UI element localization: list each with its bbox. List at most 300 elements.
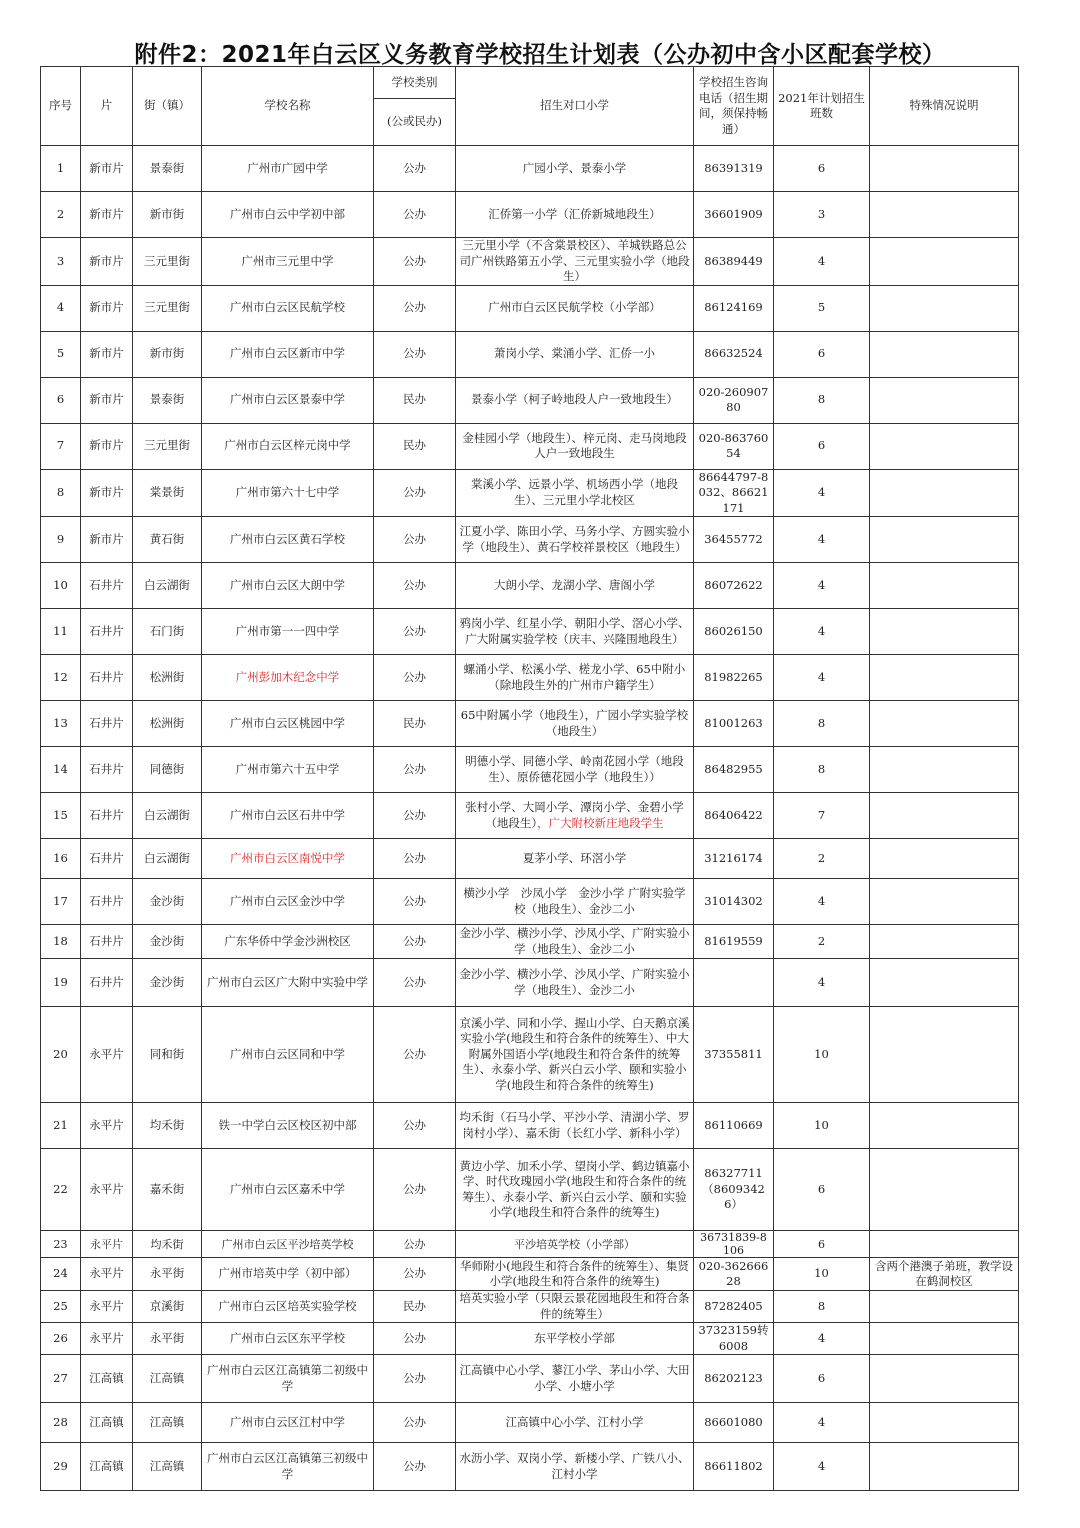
cell-note	[870, 1103, 1019, 1149]
cell-note	[870, 1355, 1019, 1403]
header-note: 特殊情况说明	[870, 67, 1019, 146]
cell-type: 公办	[374, 331, 456, 377]
cell-name: 广州市三元里中学	[202, 238, 374, 286]
header-school-name: 学校名称	[202, 67, 374, 146]
cell-seq: 6	[41, 377, 81, 423]
cell-primary	[456, 331, 694, 377]
primary-schools-text: 横沙小学 沙凤小学 金沙小学 广附实验学校（地段生）、金沙二小	[463, 886, 686, 916]
cell-jie: 金沙街	[133, 925, 202, 959]
cell-name: 广州市白云区金沙中学	[202, 879, 374, 925]
cell-pian: 永平片	[81, 1149, 133, 1231]
cell-pian: 新市片	[81, 423, 133, 469]
cell-note	[870, 423, 1019, 469]
cell-classes: 10	[774, 1007, 870, 1103]
cell-classes: 8	[774, 377, 870, 423]
cell-name: 广州市白云区桃园中学	[202, 701, 374, 747]
cell-note	[870, 793, 1019, 839]
cell-classes: 4	[774, 238, 870, 286]
cell-seq: 1	[41, 146, 81, 192]
table-row	[41, 1103, 1019, 1149]
cell-pian: 江高镇	[81, 1403, 133, 1443]
cell-seq: 9	[41, 517, 81, 563]
cell-primary	[456, 959, 694, 1007]
table-row	[41, 1403, 1019, 1443]
cell-phone: 81001263	[694, 701, 774, 747]
cell-type: 公办	[374, 469, 456, 517]
cell-jie: 新市街	[133, 192, 202, 238]
primary-schools-text: 黄边小学、加禾小学、望岗小学、鹤边镇嘉小学、时代玫瑰园小学(地段生和符合条件的统筹生）、永泰小学、新兴白云小学、颐和实验小学(地段生和符合条件的统筹生)	[459, 1158, 690, 1219]
cell-phone: 36601909	[694, 192, 774, 238]
cell-phone: 37323159转6008	[694, 1323, 774, 1355]
cell-jie: 白云湖街	[133, 563, 202, 609]
cell-classes: 4	[774, 609, 870, 655]
cell-type: 民办	[374, 701, 456, 747]
cell-primary	[456, 238, 694, 286]
cell-classes: 4	[774, 1403, 870, 1443]
cell-phone: 86110669	[694, 1103, 774, 1149]
cell-note	[870, 1007, 1019, 1103]
cell-name: 广州市白云区民航学校	[202, 285, 374, 331]
cell-note	[870, 701, 1019, 747]
cell-pian: 新市片	[81, 331, 133, 377]
cell-seq: 24	[41, 1258, 81, 1291]
cell-seq: 14	[41, 747, 81, 793]
cell-type: 公办	[374, 1103, 456, 1149]
primary-schools-text: 江夏小学、陈田小学、马务小学、方圆实验小学（地段生）、黄石学校祥景校区（地段生）	[459, 524, 690, 554]
cell-name: 广州市白云区江高镇第三初级中学	[202, 1443, 374, 1491]
cell-pian: 新市片	[81, 517, 133, 563]
primary-schools-text: 金沙小学、横沙小学、沙凤小学、广附实验小学（地段生）、金沙二小	[459, 967, 690, 997]
cell-type: 公办	[374, 655, 456, 701]
cell-seq: 23	[41, 1231, 81, 1258]
header-school-type-sub: (公或民办)	[374, 99, 456, 146]
cell-classes: 4	[774, 1323, 870, 1355]
cell-jie: 白云湖街	[133, 839, 202, 879]
cell-note	[870, 655, 1019, 701]
primary-schools-text: 东平学校小学部	[534, 1330, 615, 1345]
primary-schools-text: 鸦岗小学、红星小学、朝阳小学、滘心小学、广大附属实验学校（庆丰、兴隆围地段生）	[459, 616, 690, 646]
cell-jie: 金沙街	[133, 879, 202, 925]
table-body	[41, 146, 1019, 1491]
header-jie: 街（镇）	[133, 67, 202, 146]
cell-phone: 36455772	[694, 517, 774, 563]
cell-jie: 江高镇	[133, 1403, 202, 1443]
cell-type: 民办	[374, 1291, 456, 1323]
primary-schools-text: 广园小学、景泰小学	[522, 160, 627, 175]
cell-type: 民办	[374, 423, 456, 469]
cell-pian: 永平片	[81, 1231, 133, 1258]
table-row	[41, 1443, 1019, 1491]
cell-pian: 新市片	[81, 285, 133, 331]
cell-primary	[456, 701, 694, 747]
cell-jie: 三元里街	[133, 285, 202, 331]
table-row	[41, 377, 1019, 423]
cell-name: 广州市白云区培英实验学校	[202, 1291, 374, 1323]
cell-note	[870, 192, 1019, 238]
cell-jie: 金沙街	[133, 959, 202, 1007]
cell-primary	[456, 146, 694, 192]
cell-primary	[456, 192, 694, 238]
cell-seq: 4	[41, 285, 81, 331]
cell-name: 铁一中学白云区校区初中部	[202, 1103, 374, 1149]
cell-note	[870, 146, 1019, 192]
cell-primary	[456, 1291, 694, 1323]
cell-seq: 27	[41, 1355, 81, 1403]
cell-seq: 5	[41, 331, 81, 377]
cell-pian: 江高镇	[81, 1443, 133, 1491]
cell-name: 广州市白云区大朗中学	[202, 563, 374, 609]
table-row	[41, 655, 1019, 701]
cell-primary	[456, 1443, 694, 1491]
cell-classes: 4	[774, 563, 870, 609]
cell-name: 广州市白云区新市中学	[202, 331, 374, 377]
cell-classes: 8	[774, 701, 870, 747]
cell-classes: 7	[774, 793, 870, 839]
cell-phone	[694, 959, 774, 1007]
cell-seq: 28	[41, 1403, 81, 1443]
table-row	[41, 1323, 1019, 1355]
cell-pian: 石井片	[81, 609, 133, 655]
cell-jie: 均禾街	[133, 1103, 202, 1149]
table-row	[41, 1231, 1019, 1258]
cell-note	[870, 1231, 1019, 1258]
cell-name: 广州市白云区梓元岗中学	[202, 423, 374, 469]
primary-schools-text: 均禾街（石马小学、平沙小学、清湖小学、罗岗村小学）、嘉禾街（长红小学、新科小学）	[459, 1110, 690, 1140]
cell-primary	[456, 747, 694, 793]
cell-seq: 19	[41, 959, 81, 1007]
cell-jie: 景泰街	[133, 377, 202, 423]
cell-pian: 新市片	[81, 469, 133, 517]
table-row	[41, 146, 1019, 192]
cell-phone: 86611802	[694, 1443, 774, 1491]
cell-type: 公办	[374, 146, 456, 192]
cell-pian: 石井片	[81, 747, 133, 793]
primary-schools-text: 三元里小学（不含棠景校区）、羊城铁路总公司广州铁路第五小学、三元里实验小学（地段生）	[459, 238, 690, 283]
cell-jie: 同德街	[133, 747, 202, 793]
cell-pian: 永平片	[81, 1103, 133, 1149]
cell-note	[870, 285, 1019, 331]
cell-name: 广州市白云区同和中学	[202, 1007, 374, 1103]
cell-type: 公办	[374, 1323, 456, 1355]
cell-phone: 86389449	[694, 238, 774, 286]
cell-pian: 新市片	[81, 146, 133, 192]
cell-seq: 22	[41, 1149, 81, 1231]
cell-pian: 石井片	[81, 839, 133, 879]
cell-name: 广州市白云区广大附中实验中学	[202, 959, 374, 1007]
table-row	[41, 563, 1019, 609]
cell-type: 公办	[374, 925, 456, 959]
header-row-top	[41, 67, 1019, 99]
cell-classes: 4	[774, 517, 870, 563]
cell-jie: 永平街	[133, 1323, 202, 1355]
cell-classes: 6	[774, 1355, 870, 1403]
table-row	[41, 747, 1019, 793]
cell-jie: 江高镇	[133, 1443, 202, 1491]
cell-note	[870, 1291, 1019, 1323]
cell-note	[870, 469, 1019, 517]
cell-jie: 江高镇	[133, 1355, 202, 1403]
cell-primary	[456, 469, 694, 517]
cell-name: 广州市白云区江村中学	[202, 1403, 374, 1443]
table-row	[41, 1007, 1019, 1103]
cell-pian: 石井片	[81, 793, 133, 839]
table-row	[41, 609, 1019, 655]
table-row	[41, 701, 1019, 747]
header-school-type: 学校类别	[374, 67, 456, 99]
cell-pian: 石井片	[81, 959, 133, 1007]
cell-seq: 17	[41, 879, 81, 925]
cell-phone: 87282405	[694, 1291, 774, 1323]
cell-note	[870, 331, 1019, 377]
cell-phone: 86406422	[694, 793, 774, 839]
cell-primary	[456, 1149, 694, 1231]
table-row	[41, 959, 1019, 1007]
cell-jie: 同和街	[133, 1007, 202, 1103]
cell-name: 广州市培英中学（初中部）	[202, 1258, 374, 1291]
table-row	[41, 423, 1019, 469]
cell-classes: 4	[774, 655, 870, 701]
cell-pian: 永平片	[81, 1291, 133, 1323]
table-row	[41, 517, 1019, 563]
cell-type: 公办	[374, 192, 456, 238]
table-row	[41, 1355, 1019, 1403]
table-row	[41, 1258, 1019, 1291]
cell-primary	[456, 879, 694, 925]
cell-seq: 10	[41, 563, 81, 609]
cell-jie: 京溪街	[133, 1291, 202, 1323]
primary-schools-text: 景泰小学（柯子岭地段人户一致地段生）	[471, 392, 678, 407]
cell-seq: 16	[41, 839, 81, 879]
cell-phone: 36731839-8106	[694, 1231, 774, 1258]
cell-phone: 86644797-8032、86621171	[694, 469, 774, 517]
cell-pian: 石井片	[81, 701, 133, 747]
cell-jie: 三元里街	[133, 238, 202, 286]
cell-primary	[456, 285, 694, 331]
table-row	[41, 192, 1019, 238]
primary-schools-text: 金桂园小学（地段生）、梓元岗、走马岗地段人户一致地段生	[462, 430, 687, 460]
cell-primary	[456, 1355, 694, 1403]
cell-seq: 2	[41, 192, 81, 238]
cell-classes: 6	[774, 423, 870, 469]
cell-classes: 6	[774, 146, 870, 192]
primary-schools-text: 萧岗小学、棠涌小学、汇侨一小	[494, 346, 655, 361]
cell-primary	[456, 655, 694, 701]
cell-pian: 江高镇	[81, 1355, 133, 1403]
cell-jie: 松洲街	[133, 655, 202, 701]
cell-jie: 景泰街	[133, 146, 202, 192]
header-classes: 2021年计划招生班数	[774, 67, 870, 146]
cell-phone: 86632524	[694, 331, 774, 377]
cell-primary	[456, 1258, 694, 1291]
cell-jie: 黄石街	[133, 517, 202, 563]
cell-name: 广州市白云区黄石学校	[202, 517, 374, 563]
cell-primary	[456, 517, 694, 563]
cell-phone: 020-36266628	[694, 1258, 774, 1291]
cell-name: 广州市白云区嘉禾中学	[202, 1149, 374, 1231]
primary-schools-text: 65中附属小学（地段生），广园小学实验学校（地段生）	[460, 708, 689, 738]
cell-seq: 25	[41, 1291, 81, 1323]
cell-type: 公办	[374, 1355, 456, 1403]
table-row	[41, 1149, 1019, 1231]
cell-note	[870, 925, 1019, 959]
cell-seq: 12	[41, 655, 81, 701]
cell-note	[870, 377, 1019, 423]
cell-jie: 松洲街	[133, 701, 202, 747]
cell-phone: 86202123	[694, 1355, 774, 1403]
primary-schools-text: 江高镇中心小学、蓼江小学、茅山小学、大田小学、小塘小学	[459, 1363, 690, 1393]
cell-jie: 均禾街	[133, 1231, 202, 1258]
cell-name: 广州市白云区石井中学	[202, 793, 374, 839]
cell-primary	[456, 1103, 694, 1149]
cell-classes: 6	[774, 1231, 870, 1258]
cell-primary	[456, 1323, 694, 1355]
cell-name: 广东华侨中学金沙洲校区	[202, 925, 374, 959]
cell-type: 公办	[374, 1258, 456, 1291]
cell-type: 公办	[374, 747, 456, 793]
cell-type: 公办	[374, 238, 456, 286]
cell-type: 公办	[374, 793, 456, 839]
cell-type: 公办	[374, 1403, 456, 1443]
cell-type: 民办	[374, 377, 456, 423]
cell-pian: 永平片	[81, 1323, 133, 1355]
cell-jie: 三元里街	[133, 423, 202, 469]
cell-seq: 20	[41, 1007, 81, 1103]
cell-note	[870, 238, 1019, 286]
cell-classes: 4	[774, 1443, 870, 1491]
header-primary-schools: 招生对口小学	[456, 67, 694, 146]
table-row	[41, 1291, 1019, 1323]
cell-classes: 4	[774, 469, 870, 517]
cell-phone: 37355811	[694, 1007, 774, 1103]
cell-classes: 2	[774, 925, 870, 959]
cell-primary	[456, 925, 694, 959]
cell-type: 公办	[374, 959, 456, 1007]
primary-schools-extra: ，广大附校新庄地段学生	[537, 815, 664, 830]
cell-name: 广州市白云区平沙培英学校	[202, 1231, 374, 1258]
cell-type: 公办	[374, 1149, 456, 1231]
cell-primary	[456, 1231, 694, 1258]
primary-schools-text: 广州市白云区民航学校（小学部）	[488, 300, 661, 315]
primary-schools-text: 培英实验小学（只限云景花园地段生和符合条件的统筹生）	[459, 1291, 690, 1321]
cell-note	[870, 1403, 1019, 1443]
cell-phone: 86327711（86093426）	[694, 1149, 774, 1231]
cell-classes: 8	[774, 747, 870, 793]
primary-schools-text: 水沥小学、双岗小学、新楼小学、广铁八小、江村小学	[459, 1451, 690, 1481]
cell-type: 公办	[374, 1443, 456, 1491]
cell-note	[870, 1443, 1019, 1491]
cell-type: 公办	[374, 563, 456, 609]
header-seq: 序号	[41, 67, 81, 146]
primary-schools-text: 夏茅小学、环滘小学	[522, 850, 627, 865]
cell-note: 含两个港澳子弟班，教学设在鹤洞校区	[870, 1258, 1019, 1291]
cell-note	[870, 879, 1019, 925]
header-phone: 学校招生咨询电话（招生期间，须保持畅通）	[694, 67, 774, 146]
cell-phone: 86026150	[694, 609, 774, 655]
cell-phone: 31014302	[694, 879, 774, 925]
cell-note	[870, 747, 1019, 793]
cell-type: 公办	[374, 517, 456, 563]
cell-note	[870, 1149, 1019, 1231]
cell-name: 广州市第六十五中学	[202, 747, 374, 793]
primary-schools-text: 明德小学、同德小学、岭南花园小学（地段生）、原侨德花园小学（地段生））	[465, 754, 684, 784]
cell-seq: 13	[41, 701, 81, 747]
cell-seq: 3	[41, 238, 81, 286]
enrollment-plan-table	[40, 66, 1019, 1491]
primary-schools-text: 棠溪小学、远景小学、机场西小学（地段生）、三元里小学北校区	[471, 477, 678, 507]
cell-name: 广州市白云区江高镇第二初级中学	[202, 1355, 374, 1403]
cell-phone: 86391319	[694, 146, 774, 192]
cell-type: 公办	[374, 879, 456, 925]
cell-phone: 86072622	[694, 563, 774, 609]
table-row	[41, 469, 1019, 517]
cell-classes: 4	[774, 879, 870, 925]
cell-seq: 8	[41, 469, 81, 517]
primary-schools-text: 张村小学、大岡小学、潭岗小学、金碧小学（地段生）	[465, 800, 684, 830]
cell-type: 公办	[374, 839, 456, 879]
cell-type: 公办	[374, 1231, 456, 1258]
cell-pian: 新市片	[81, 377, 133, 423]
primary-schools-text: 汇侨第一小学（汇侨新城地段生）	[488, 206, 661, 221]
cell-phone: 31216174	[694, 839, 774, 879]
cell-primary	[456, 793, 694, 839]
cell-primary	[456, 377, 694, 423]
table-row	[41, 238, 1019, 286]
cell-type: 公办	[374, 285, 456, 331]
cell-classes: 4	[774, 959, 870, 1007]
cell-name: 广州市白云区东平学校	[202, 1323, 374, 1355]
cell-pian: 石井片	[81, 655, 133, 701]
cell-seq: 15	[41, 793, 81, 839]
cell-name: 广州市白云中学初中部	[202, 192, 374, 238]
table-row	[41, 793, 1019, 839]
cell-primary	[456, 1007, 694, 1103]
header-pian: 片	[81, 67, 133, 146]
cell-seq: 29	[41, 1443, 81, 1491]
primary-schools-text: 平沙培英学校（小学部）	[514, 1237, 635, 1251]
cell-jie: 棠景街	[133, 469, 202, 517]
cell-phone: 86124169	[694, 285, 774, 331]
cell-primary	[456, 423, 694, 469]
cell-primary	[456, 563, 694, 609]
table-row	[41, 879, 1019, 925]
cell-name: 广州市第一一四中学	[202, 609, 374, 655]
cell-classes: 10	[774, 1258, 870, 1291]
cell-seq: 26	[41, 1323, 81, 1355]
cell-phone: 020-26090780	[694, 377, 774, 423]
cell-note	[870, 839, 1019, 879]
cell-primary	[456, 839, 694, 879]
cell-jie: 白云湖街	[133, 793, 202, 839]
primary-schools-text: 江高镇中心小学、江村小学	[505, 1414, 644, 1429]
cell-phone: 81619559	[694, 925, 774, 959]
cell-seq: 18	[41, 925, 81, 959]
primary-schools-text: 螺涌小学、松溪小学、槎龙小学、65中附小（除地段生外的广州市户籍学生）	[463, 662, 686, 692]
cell-pian: 石井片	[81, 925, 133, 959]
cell-jie: 新市街	[133, 331, 202, 377]
cell-note	[870, 517, 1019, 563]
primary-schools-text: 大朗小学、龙湖小学、唐阁小学	[494, 577, 655, 592]
cell-classes: 3	[774, 192, 870, 238]
document-title: 附件2：2021年白云区义务教育学校招生计划表（公办初中含小区配套学校）	[134, 42, 946, 68]
cell-seq: 21	[41, 1103, 81, 1149]
table-row	[41, 839, 1019, 879]
cell-type: 公办	[374, 609, 456, 655]
cell-jie: 嘉禾街	[133, 1149, 202, 1231]
cell-name: 广州市白云区南悦中学	[202, 839, 374, 879]
cell-pian: 永平片	[81, 1007, 133, 1103]
cell-name: 广州彭加木纪念中学	[202, 655, 374, 701]
cell-pian: 石井片	[81, 879, 133, 925]
